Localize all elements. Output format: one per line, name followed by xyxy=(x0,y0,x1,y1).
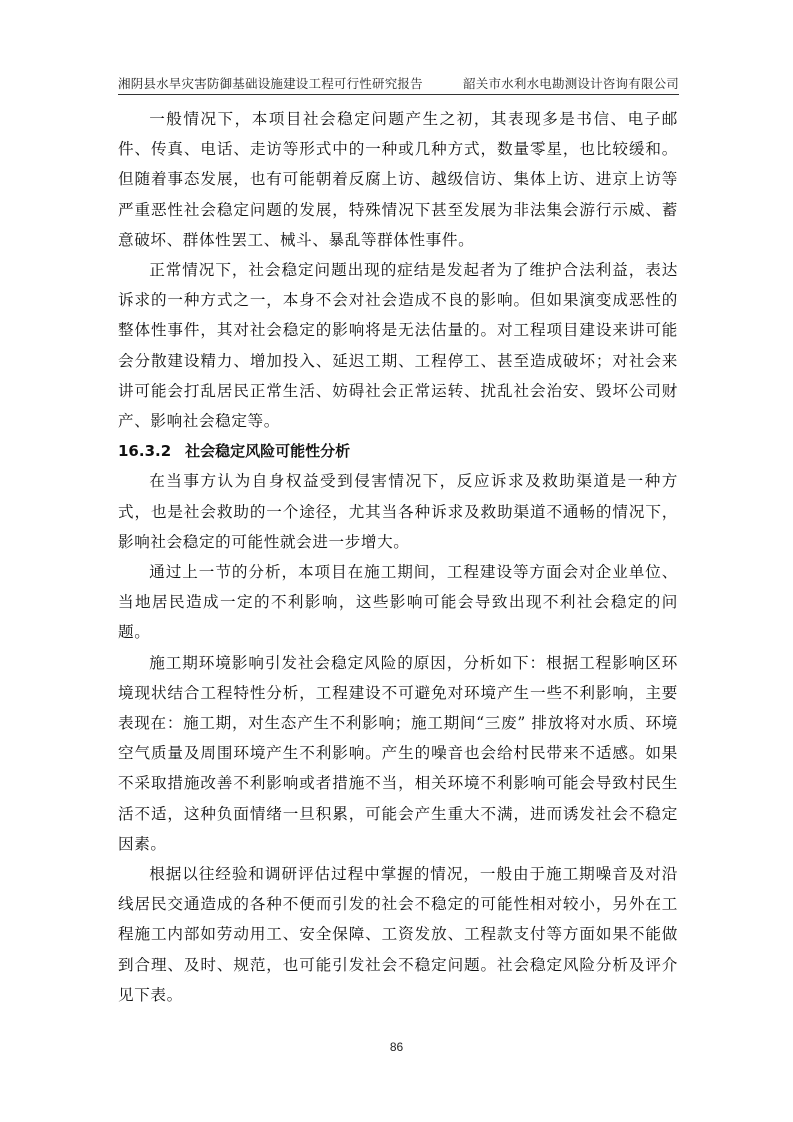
paragraph-previous-analysis: 通过上一节的分析，本项目在施工期间，工程建设等方面会对企业单位、当地居民造成一定的不利影响，这些影响可能会导致出现不利社会稳定的问题。 xyxy=(118,563,678,642)
paragraph-rights-infringed: 在当事方认为自身权益受到侵害情况下，反应诉求及救助渠道是一种方式，也是社会救助的一个途径，尤其当各种诉求及救助渠道不通畅的情况下，影响社会稳定的可能性就会进一步增大。 xyxy=(118,472,678,551)
header-report-title: 湘阴县水旱灾害防御基础设施建设工程可行性研究报告 xyxy=(118,76,423,91)
paragraph-normal-situation: 正常情况下，社会稳定问题出现的症结是发起者为了维护合法利益，表达诉求的一种方式之一，本身不会对社会造成不良的影响。但如果演变成恶性的整体性事件，其对社会稳定的影响将是无法估量的。对工程项目建设来讲可能会分散建设精力、增加投入、延迟工期、工程停工、甚至造成破坏；对社会来讲可能会打乱居民正常生活、妨碍社会正常运转、扰乱社会治安、毁坏公司财产、影响社会稳定等。 xyxy=(118,261,678,431)
header-company-name: 韶关市水利水电勘测设计咨询有限公司 xyxy=(463,76,679,91)
paragraph-experience-assessment: 根据以往经验和调研评估过程中掌握的情况，一般由于施工期噪音及对沿线居民交通造成的各种不便而引发的社会不稳定的可能性相对较小，另外在工程施工内部如劳动用工、安全保障、工资发放、工程款支付等方面如果不能做到合理、及时、规范，也可能引发社会不稳定问题。社会稳定风险分析及评介见下表。 xyxy=(118,865,678,1004)
page-number: 86 xyxy=(389,1040,404,1054)
section-heading xyxy=(118,436,678,466)
header-divider xyxy=(118,94,679,95)
page-header xyxy=(118,72,679,92)
paragraph-initial-forms: 一般情况下，本项目社会稳定问题产生之初，其表现多是书信、电子邮件、传真、电话、走访等形式中的一种或几种方式，数量零星，也比较缓和。但随着事态发展，也有可能朝着反腐上访、越级信访、集体上访、进京上访等严重恶性社会稳定问题的发展，特殊情况下甚至发展为非法集会游行示威、蓄意破坏、群体性罢工、械斗、暴乱等群体性事件。 xyxy=(118,110,678,249)
section-title: 社会稳定风险可能性分析 xyxy=(185,442,351,461)
document-body xyxy=(118,104,678,1010)
section-number: 16.3.2 xyxy=(118,442,172,461)
paragraph-environmental-causes: 施工期环境影响引发社会稳定风险的原因，分析如下：根据工程影响区环境现状结合工程特性分析，工程建设不可避免对环境产生一些不利影响，主要表现在：施工期，对生态产生不利影响；施工期间“三废” 排放将对水质、环境空气质量及周围环境产生不利影响。产生的噪音也会给村民带来不适感。如果不采取措施改善不利影响或者措施不当，相关环境不利影响可能会导致村民生活不适，这种负面情绪一旦积累，可能会产生重大不满，进而诱发社会不稳定因素。 xyxy=(118,653,678,853)
